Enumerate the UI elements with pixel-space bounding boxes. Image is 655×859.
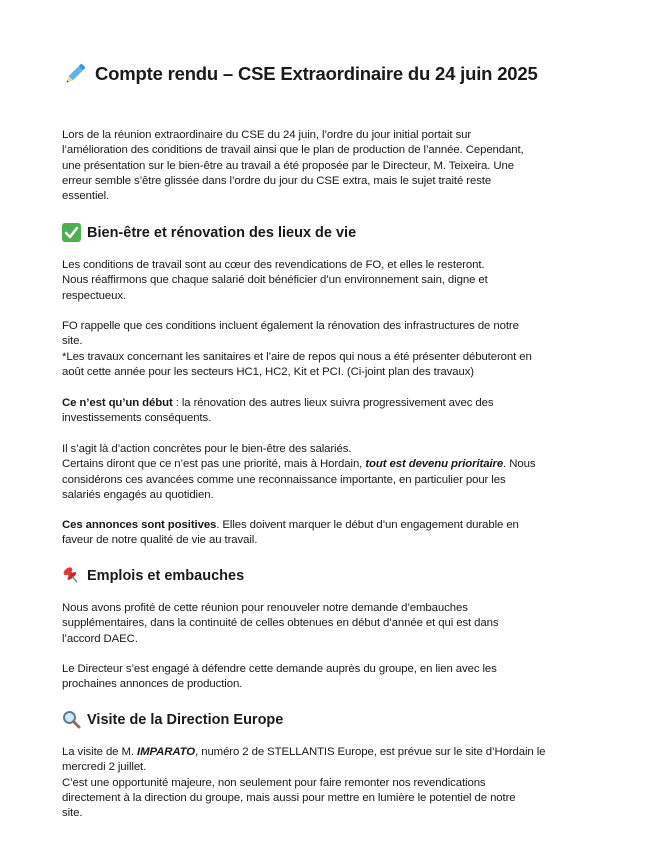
intro-line: essentiel. (62, 190, 110, 203)
section-heading-text: Visite de la Direction Europe (87, 711, 284, 728)
intro-line: une présentation sur le bien-être au travail a été proposée par le Directeur, M. Teixeira. Une (62, 159, 514, 172)
pushpin-icon (62, 566, 81, 585)
section3-paragraph-1: La visite de M. IMPARATO, numéro 2 de STELLANTIS Europe, est prévue sur le site d’Hordain le mercredi 2 juillet. C’est une opportunité majeure, non seulement pour faire remonter nos revendications directement à la direction du groupe, mais aussi pour mettre en lumière le potentiel de notre site. (62, 746, 546, 820)
intro-line: erreur semble s’être glissée dans l’ordre du jour du CSE extra, mais le sujet traité reste (62, 174, 492, 187)
intro-line: Lors de la réunion extraordinaire du CSE du 24 juin, l’ordre du jour initial portait sur (62, 129, 472, 141)
intro-paragraph (62, 128, 582, 204)
section-heading-text: Emplois et embauches (87, 567, 245, 584)
section1-paragraph-5: Ces annonces sont positives. Elles doivent marquer le début d’un engagement durable en faveur de notre qualité de vie au travail. (62, 519, 519, 547)
intro-line: l’amélioration des conditions de travail ainsi que le plan de production de l’année. Cependant, (62, 144, 524, 157)
section-heading-visite (62, 710, 283, 729)
section-heading-bien-etre (62, 223, 356, 242)
check-mark-icon (62, 223, 81, 242)
page-title (62, 61, 602, 87)
section-heading-emplois (62, 566, 244, 585)
section1-paragraph-2: FO rappelle que ces conditions incluent également la rénovation des infrastructures de notre site. *Les travaux concernant les sanitaires et l’aire de repos qui nous a été présenter débuteront en août cette année pour les secteurs HC1, HC2, Kit et PCI. (Ci-joint plan des travaux) (62, 320, 532, 378)
section2-paragraph-2: Le Directeur s’est engagé à défendre cette demande auprès du groupe, en lien avec les prochaines annonces de production. (62, 663, 497, 691)
section1-paragraph-3: Ce n’est qu’un début : la rénovation des autres lieux suivra progressivement avec des investissements conséquents. (62, 397, 494, 425)
section2-paragraph-1: Nous avons profité de cette réunion pour renouveler notre demande d’embauches supplémentaires, dans la continuité de celles obtenues en début d’année et qui est dans l’accord DAEC. (62, 602, 499, 645)
pencil-icon (62, 61, 88, 87)
magnifying-glass-icon (62, 710, 81, 729)
section1-paragraph-4: Il s’agit là d’action concrètes pour le bien-être des salariés. Certains diront que ce n’est pas une priorité, mais à Hordain, tout est devenu prioritaire. Nous considérons ces avancées comme une reconnaissance importante, en particulier pour les salariés engagés au quotidien. (62, 443, 536, 501)
section1-paragraph-1: Les conditions de travail sont au cœur des revendications de FO, et elles le resteront. Nous réaffirmons que chaque salarié doit bénéficier d’un environnement sain, digne et respectueux. (62, 259, 488, 302)
title-text: Compte rendu – CSE Extraordinaire du 24 juin 2025 (95, 63, 538, 84)
section-heading-text: Bien-être et rénovation des lieux de vie (87, 224, 357, 241)
